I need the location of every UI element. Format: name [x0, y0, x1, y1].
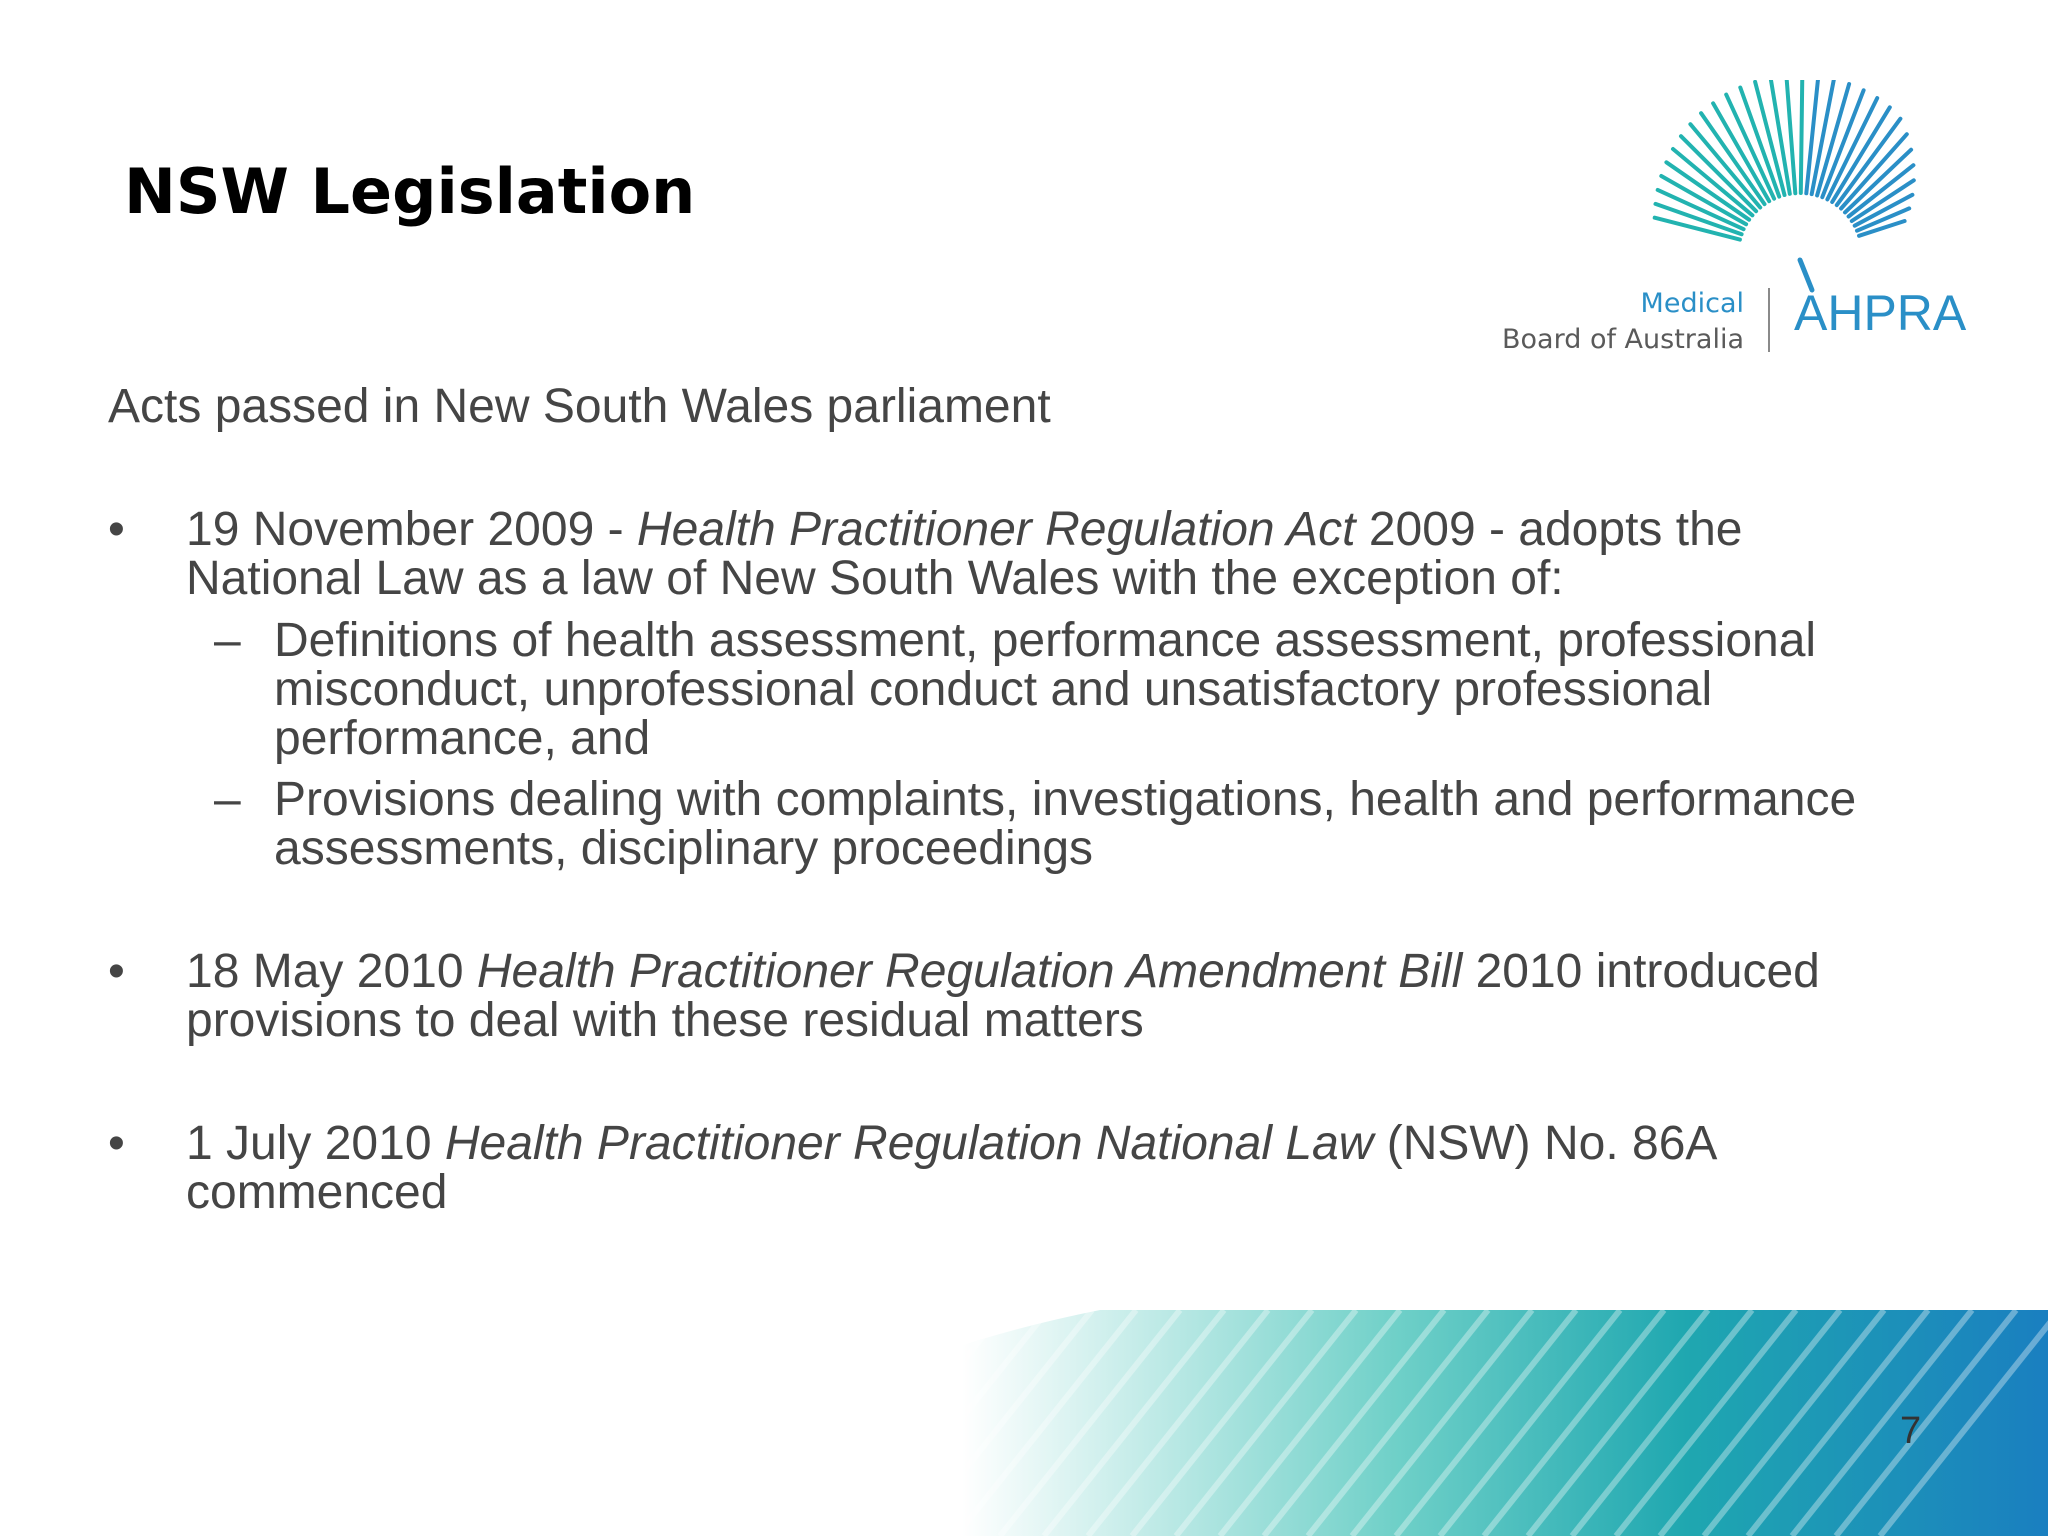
slide-content: [108, 382, 1868, 1291]
act-title: Health Practitioner Regulation Act: [636, 503, 1356, 556]
bill-title: Health Practitioner Regulation Amendment Bill: [476, 945, 1463, 998]
slide-title: NSW Legislation: [124, 155, 696, 228]
bullet-item: [108, 1119, 1868, 1217]
logo-text-board: Board of Australia: [1502, 324, 1744, 355]
bullet-text-lead: 19 November 2009 -: [186, 503, 637, 556]
logo-text-medical: Medical: [1640, 288, 1744, 319]
law-title: Health Practitioner Regulation National Law: [444, 1117, 1374, 1170]
bullet-text-lead: 18 May 2010: [186, 945, 477, 998]
medical-board-ahpra-logo: [1500, 80, 1967, 360]
bullet-text-tail: (NSW) No. 86A commenced: [186, 1117, 1715, 1219]
bullet-icon: •: [108, 503, 125, 556]
bullet-icon: •: [108, 945, 125, 998]
logo-text-ahpra: AHPRA: [1794, 285, 1967, 341]
sub-bullet-item: [186, 616, 1868, 763]
dash-icon: –: [214, 614, 241, 667]
sub-bullet-text: Definitions of health assessment, performance assessment, professional misconduct, unprofessional conduct and unsatisfactory professional performance, and: [274, 614, 1817, 765]
sub-bullet-item: [186, 775, 1868, 873]
bullet-item: [108, 947, 1868, 1045]
intro-text: Acts passed in New South Wales parliament: [108, 380, 1051, 433]
dash-icon: –: [214, 773, 241, 826]
footer-wave-decoration: [0, 1310, 2048, 1536]
bullet-list: [108, 505, 1868, 1217]
footer-wave-band: [600, 1310, 2048, 1536]
page-number: 7: [1900, 1410, 1922, 1452]
bullet-icon: •: [108, 1117, 125, 1170]
logo-divider: [1768, 288, 1770, 352]
sub-bullet-text: Provisions dealing with complaints, investigations, health and performance assessments, disciplinary proceedings: [274, 773, 1857, 875]
logo-ray: [1801, 80, 1803, 193]
sub-bullet-list: [186, 616, 1868, 873]
bullet-text-tail: 2009 - adopts the National Law as a law of New South Wales with the exception of:: [186, 503, 1743, 605]
bullet-text-lead: 1 July 2010: [186, 1117, 445, 1170]
bullet-item: [108, 505, 1868, 873]
bullet-text-tail: 2010 introduced provisions to deal with these residual matters: [186, 945, 1820, 1047]
